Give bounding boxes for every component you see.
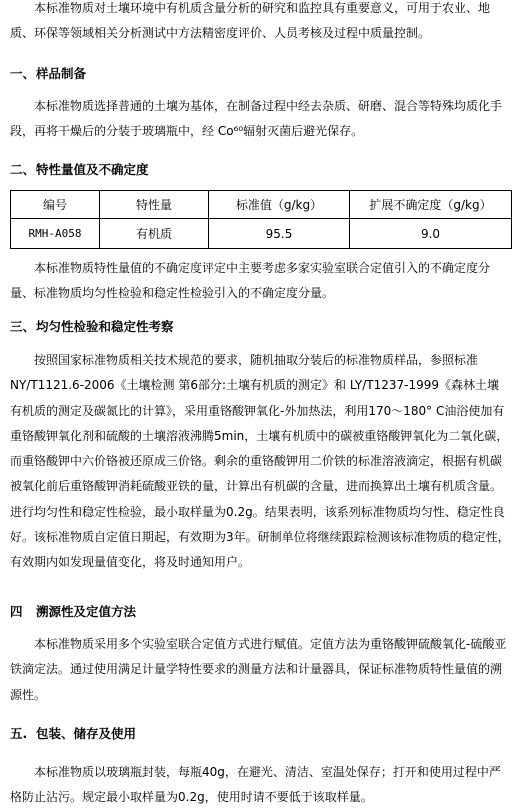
section-2-heading	[10, 161, 149, 179]
section-number: 五.	[10, 726, 28, 741]
section-number: 三、	[10, 319, 36, 334]
property-value-table	[10, 190, 512, 249]
table-cell-standard-value: 95.5	[209, 219, 350, 249]
section-3-body: 按照国家标准物质相关技术规范的要求，随机抽取分装后的标准物质样品，参照标准 NY/T1121.6-2006《土壤检测 第6部分:土壤有机质的测定》和 LY/T1237-1999《森林土壤有机质的测定及碳氮比的计算》，采用重铬酸钾氧化-外加热法，利用170～180° C油浴使加有重铬酸钾氧化剂和硫酸的土壤溶液沸腾5min，土壤有机质中的碳被重铬酸钾氧化为二氧化碳，而重铬酸钾中六价铬被还原成三价铬。剩余的重铬酸钾用二价铁的标准溶液滴定，根据有机碳被氧化前后重铬酸钾消耗硫酸亚铁的量，计算出有机碳的含量，进而换算出土壤有机质含量。进行均匀性和稳定性检验，最小取样量为0.2g。结果表明，该系列标准物质均匀性、稳定性良好。该标准物质自定值日期起，有效期为3年。研制单位将继续跟踪检测该标准物质的稳定性，有效期内如发现量值变化，将及时通知用户。	[10, 353, 510, 570]
section-4-body: 本标准物质采用多个实验室联合定值方式进行赋值。定值方法为重铬酸钾硫酸氧化-硫酸亚铁滴定法。通过使用满足计量学特性要求的测量方法和计量器具，保证标准物质特性量值的溯源性。	[10, 637, 507, 702]
table-header-cell: 扩展不确定度（g/kg）	[350, 191, 512, 219]
table-header-row	[11, 191, 512, 219]
section-number: 一、	[10, 66, 36, 81]
table-cell-property: 有机质	[100, 219, 209, 249]
section-title: 均匀性检验和稳定性考察	[36, 319, 174, 334]
table-cell-code: RMH-A058	[11, 219, 100, 249]
section-5-body: 本标准物质以玻璃瓶封装，每瓶40g，在避光、清洁、室温处保存；打开和使用过程中严格防止沾污。规定最小取样量为0.2g，使用时请不要低于该取样量。	[10, 765, 501, 805]
section-4-heading	[10, 603, 136, 621]
section-number: 二、	[10, 162, 36, 177]
section-title: 包装、储存及使用	[36, 726, 137, 741]
intro-paragraph: 本标准物质对土壤环境中有机质含量分析的研究和监控具有重要意义，可用于农业、地质、环保等领域相关分析测试中方法精密度评价、人员考核及过程中质量控制。	[10, 1, 491, 41]
table-header-cell: 标准值（g/kg）	[209, 191, 350, 219]
section-1-heading	[10, 65, 86, 83]
section-title: 溯源性及定值方法	[36, 604, 137, 619]
section-1-body: 本标准物质选择普通的土壤为基体，在制备过程中经去杂质、研磨、混合等特殊均质化手段，再将干燥后的分装于玻璃瓶中，经 Co⁶⁰辐射灭菌后避光保存。	[10, 99, 503, 139]
section-title: 样品制备	[36, 66, 87, 81]
table-row	[11, 219, 512, 249]
table-header-cell: 编号	[11, 191, 100, 219]
table-cell-uncertainty: 9.0	[350, 219, 512, 249]
section-number: 四	[10, 604, 23, 619]
table-header-cell: 特性量	[100, 191, 209, 219]
section-2-body: 本标准物质特性量值的不确定度评定中主要考虑多家实验室联合定值引入的不确定度分量、标准物质均匀性检验和稳定性检验引入的不确定度分量。	[10, 261, 491, 301]
section-5-heading	[10, 725, 136, 743]
section-3-heading	[10, 318, 174, 336]
section-title: 特性量值及不确定度	[36, 162, 149, 177]
